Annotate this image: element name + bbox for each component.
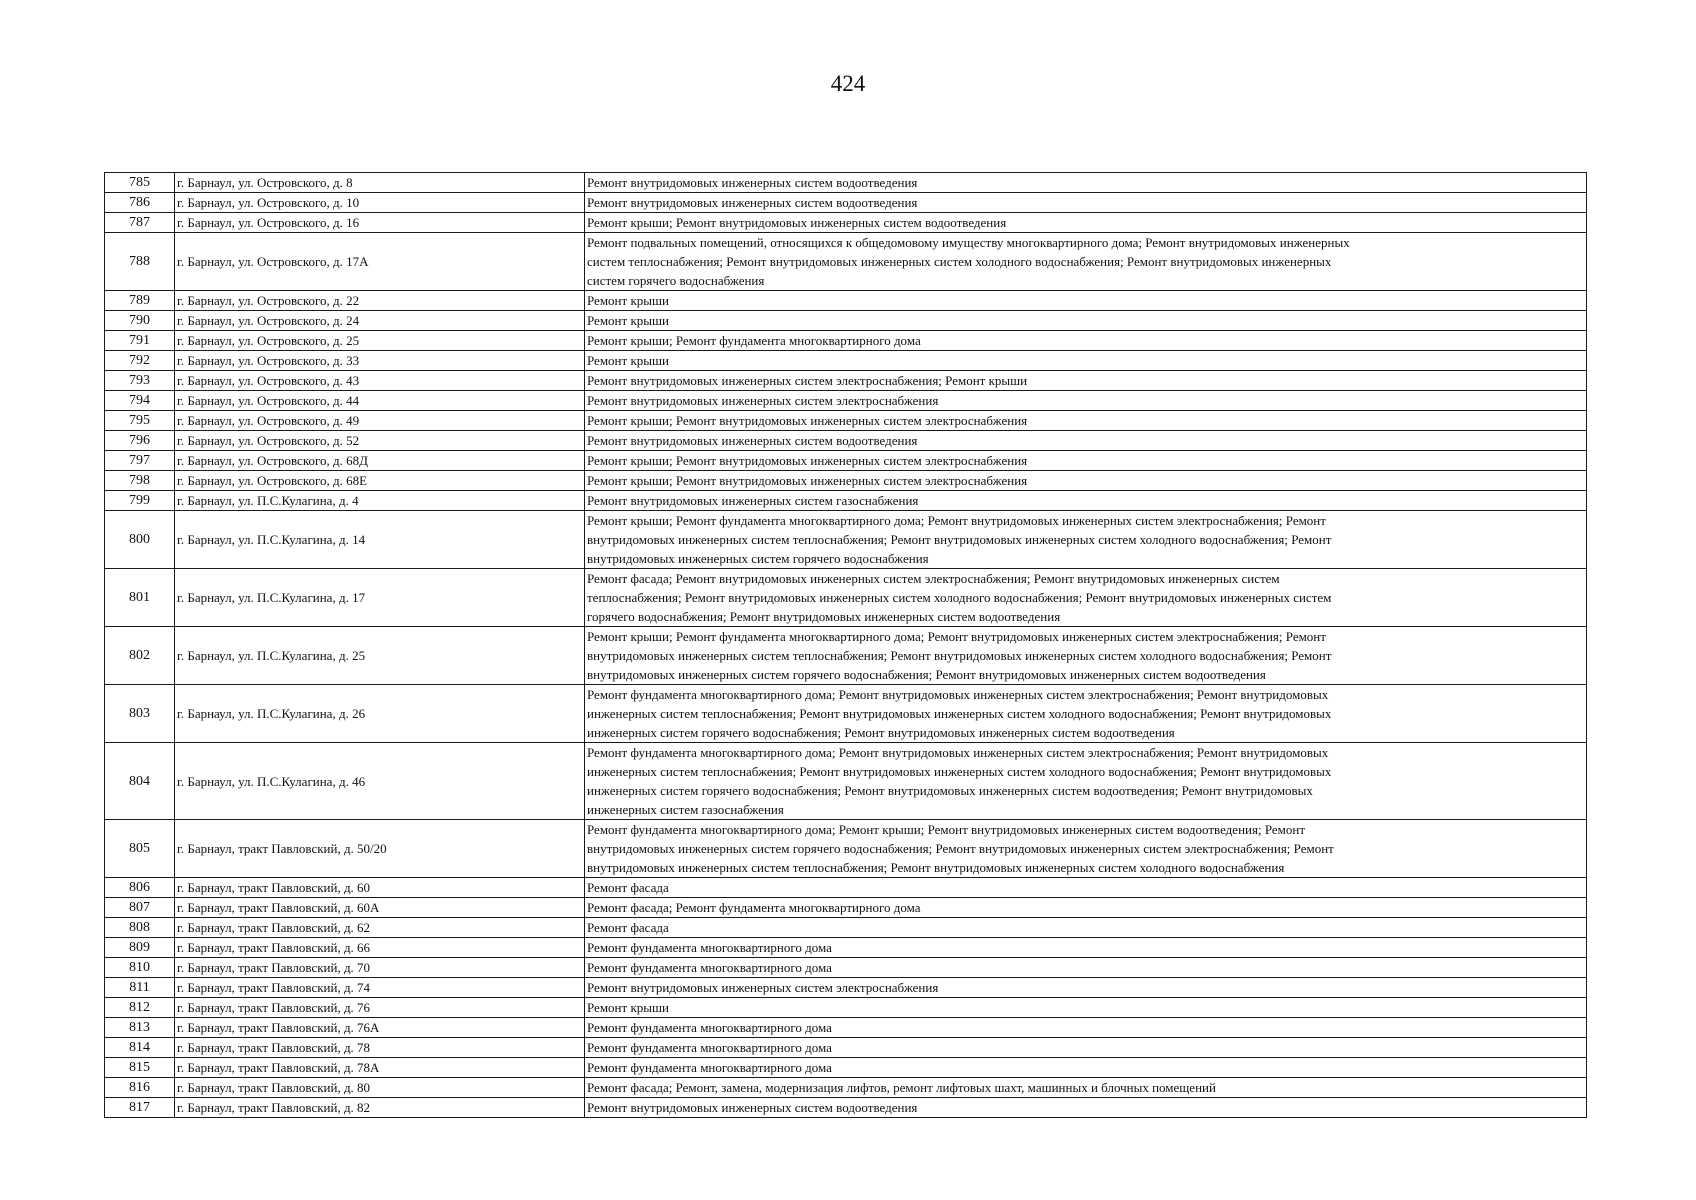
row-number-cell: 812 — [105, 998, 175, 1018]
work-description-line: горячего водоснабжения; Ремонт внутридомовых инженерных систем водоотведения — [587, 609, 1061, 624]
address-cell: г. Барнаул, тракт Павловский, д. 60А — [175, 898, 585, 918]
address-cell: г. Барнаул, ул. Островского, д. 22 — [175, 291, 585, 311]
table-row — [105, 471, 1587, 491]
work-description-line: Ремонт внутридомовых инженерных систем электроснабжения — [587, 980, 939, 995]
work-description-line: Ремонт крыши; Ремонт фундамента многоквартирного дома; Ремонт внутридомовых инженерных систем электроснабжения; Ремонт — [587, 513, 1326, 528]
work-description-cell — [585, 173, 1587, 193]
row-number-cell: 785 — [105, 173, 175, 193]
work-description-line: инженерных систем теплоснабжения; Ремонт внутридомовых инженерных систем холодного водоснабжения; Ремонт внутридомовых — [587, 764, 1332, 779]
table-row — [105, 1038, 1587, 1058]
work-description-line: Ремонт крыши; Ремонт внутридомовых инженерных систем водоотведения — [587, 215, 1007, 230]
work-description-cell — [585, 491, 1587, 511]
row-number-cell: 815 — [105, 1058, 175, 1078]
work-description-line: Ремонт внутридомовых инженерных систем водоотведения — [587, 175, 918, 190]
address-cell: г. Барнаул, ул. Островского, д. 68Е — [175, 471, 585, 491]
table-row — [105, 411, 1587, 431]
table-row — [105, 878, 1587, 898]
address-cell: г. Барнаул, ул. Островского, д. 49 — [175, 411, 585, 431]
table-row — [105, 685, 1587, 743]
work-description-cell — [585, 351, 1587, 371]
row-number-cell: 795 — [105, 411, 175, 431]
row-number-cell: 789 — [105, 291, 175, 311]
address-cell: г. Барнаул, тракт Павловский, д. 76А — [175, 1018, 585, 1038]
address-cell: г. Барнаул, ул. Островского, д. 17А — [175, 233, 585, 291]
work-description-line: инженерных систем горячего водоснабжения; Ремонт внутридомовых инженерных систем водоотведения — [587, 725, 1175, 740]
table-row — [105, 331, 1587, 351]
work-description-line: внутридомовых инженерных систем горячего водоснабжения; Ремонт внутридомовых инженерных систем электроснабжения; Ремонт — [587, 841, 1334, 856]
row-number-cell: 802 — [105, 627, 175, 685]
address-cell: г. Барнаул, тракт Павловский, д. 80 — [175, 1078, 585, 1098]
row-number-cell: 813 — [105, 1018, 175, 1038]
table-row — [105, 743, 1587, 820]
work-description-line: внутридомовых инженерных систем теплоснабжения; Ремонт внутридомовых инженерных систем холодного водоснабжения — [587, 860, 1285, 875]
work-description-cell — [585, 291, 1587, 311]
row-number-cell: 798 — [105, 471, 175, 491]
work-description-line: Ремонт крыши; Ремонт фундамента многоквартирного дома — [587, 333, 921, 348]
address-cell: г. Барнаул, тракт Павловский, д. 66 — [175, 938, 585, 958]
address-cell: г. Барнаул, ул. Островского, д. 25 — [175, 331, 585, 351]
table-row — [105, 371, 1587, 391]
work-description-line: Ремонт фасада — [587, 880, 669, 895]
work-description-line: Ремонт внутридомовых инженерных систем газоснабжения — [587, 493, 919, 508]
work-description-line: Ремонт фасада; Ремонт, замена, модернизация лифтов, ремонт лифтовых шахт, машинных и блочных помещений — [587, 1080, 1216, 1095]
work-description-cell — [585, 1098, 1587, 1118]
work-description-line: Ремонт внутридомовых инженерных систем водоотведения — [587, 433, 918, 448]
work-description-line: Ремонт фасада; Ремонт внутридомовых инженерных систем электроснабжения; Ремонт внутридомовых инженерных систем — [587, 571, 1280, 586]
work-description-cell — [585, 978, 1587, 998]
work-description-cell — [585, 1018, 1587, 1038]
row-number-cell: 791 — [105, 331, 175, 351]
address-cell: г. Барнаул, ул. П.С.Кулагина, д. 46 — [175, 743, 585, 820]
work-description-line: Ремонт внутридомовых инженерных систем водоотведения — [587, 1100, 918, 1115]
work-description-line: Ремонт фундамента многоквартирного дома — [587, 1060, 832, 1075]
table-row — [105, 291, 1587, 311]
address-cell: г. Барнаул, ул. Островского, д. 44 — [175, 391, 585, 411]
address-cell: г. Барнаул, тракт Павловский, д. 70 — [175, 958, 585, 978]
work-description-cell — [585, 451, 1587, 471]
work-description-cell — [585, 511, 1587, 569]
table-row — [105, 431, 1587, 451]
work-description-line: Ремонт внутридомовых инженерных систем электроснабжения — [587, 393, 939, 408]
table-row — [105, 1018, 1587, 1038]
row-number-cell: 816 — [105, 1078, 175, 1098]
row-number-cell: 803 — [105, 685, 175, 743]
table-row — [105, 491, 1587, 511]
address-cell: г. Барнаул, тракт Павловский, д. 78А — [175, 1058, 585, 1078]
work-description-cell — [585, 938, 1587, 958]
work-description-cell — [585, 569, 1587, 627]
table-row — [105, 351, 1587, 371]
work-description-line: Ремонт фундамента многоквартирного дома; Ремонт внутридомовых инженерных систем электроснабжения; Ремонт внутридомовых — [587, 745, 1329, 760]
work-description-cell — [585, 1078, 1587, 1098]
work-description-line: теплоснабжения; Ремонт внутридомовых инженерных систем холодного водоснабжения; Ремонт внутридомовых инженерных систем — [587, 590, 1332, 605]
table-row — [105, 311, 1587, 331]
row-number-cell: 807 — [105, 898, 175, 918]
row-number-cell: 809 — [105, 938, 175, 958]
work-description-line: систем теплоснабжения; Ремонт внутридомовых инженерных систем холодного водоснабжения; Ремонт внутридомовых инженерных — [587, 254, 1332, 269]
work-description-line: Ремонт крыши — [587, 353, 669, 368]
table-row — [105, 511, 1587, 569]
row-number-cell: 788 — [105, 233, 175, 291]
work-description-line: Ремонт фундамента многоквартирного дома — [587, 940, 832, 955]
work-description-line: Ремонт крыши; Ремонт внутридомовых инженерных систем электроснабжения — [587, 473, 1028, 488]
address-cell: г. Барнаул, ул. Островского, д. 52 — [175, 431, 585, 451]
work-description-line: Ремонт крыши — [587, 313, 669, 328]
work-description-line: Ремонт фундамента многоквартирного дома — [587, 1040, 832, 1055]
work-description-line: Ремонт фундамента многоквартирного дома; Ремонт крыши; Ремонт внутридомовых инженерных систем водоотведения; Ремонт — [587, 822, 1306, 837]
work-description-cell — [585, 213, 1587, 233]
table-row — [105, 391, 1587, 411]
table-row — [105, 1058, 1587, 1078]
work-description-line: Ремонт крыши; Ремонт внутридомовых инженерных систем электроснабжения — [587, 453, 1028, 468]
row-number-cell: 801 — [105, 569, 175, 627]
address-cell: г. Барнаул, тракт Павловский, д. 50/20 — [175, 820, 585, 878]
address-cell: г. Барнаул, ул. Островского, д. 8 — [175, 173, 585, 193]
work-description-cell — [585, 331, 1587, 351]
address-cell: г. Барнаул, тракт Павловский, д. 74 — [175, 978, 585, 998]
work-description-cell — [585, 958, 1587, 978]
table-row — [105, 213, 1587, 233]
work-description-cell — [585, 918, 1587, 938]
work-description-line: Ремонт крыши — [587, 293, 669, 308]
work-description-cell — [585, 998, 1587, 1018]
work-description-cell — [585, 371, 1587, 391]
table-row — [105, 898, 1587, 918]
works-table-body — [105, 173, 1587, 1118]
work-description-line: инженерных систем теплоснабжения; Ремонт внутридомовых инженерных систем холодного водоснабжения; Ремонт внутридомовых — [587, 706, 1332, 721]
table-row — [105, 820, 1587, 878]
address-cell: г. Барнаул, ул. Островского, д. 68Д — [175, 451, 585, 471]
work-description-line: систем горячего водоснабжения — [587, 273, 765, 288]
work-description-cell — [585, 627, 1587, 685]
table-row — [105, 569, 1587, 627]
row-number-cell: 811 — [105, 978, 175, 998]
row-number-cell: 786 — [105, 193, 175, 213]
work-description-line: Ремонт фасада — [587, 920, 669, 935]
table-row — [105, 938, 1587, 958]
address-cell: г. Барнаул, тракт Павловский, д. 78 — [175, 1038, 585, 1058]
address-cell: г. Барнаул, ул. П.С.Кулагина, д. 4 — [175, 491, 585, 511]
work-description-cell — [585, 471, 1587, 491]
work-description-cell — [585, 391, 1587, 411]
work-description-line: Ремонт крыши; Ремонт фундамента многоквартирного дома; Ремонт внутридомовых инженерных систем электроснабжения; Ремонт — [587, 629, 1326, 644]
row-number-cell: 787 — [105, 213, 175, 233]
row-number-cell: 810 — [105, 958, 175, 978]
row-number-cell: 808 — [105, 918, 175, 938]
work-description-line: Ремонт фундамента многоквартирного дома; Ремонт внутридомовых инженерных систем электроснабжения; Ремонт внутридомовых — [587, 687, 1329, 702]
work-description-cell — [585, 311, 1587, 331]
table-row — [105, 451, 1587, 471]
table-row — [105, 958, 1587, 978]
work-description-cell — [585, 411, 1587, 431]
address-cell: г. Барнаул, ул. Островского, д. 33 — [175, 351, 585, 371]
row-number-cell: 814 — [105, 1038, 175, 1058]
work-description-line: внутридомовых инженерных систем горячего водоснабжения — [587, 551, 929, 566]
work-description-line: внутридомовых инженерных систем теплоснабжения; Ремонт внутридомовых инженерных систем холодного водоснабжения; Ремонт — [587, 532, 1332, 547]
work-description-line: внутридомовых инженерных систем теплоснабжения; Ремонт внутридомовых инженерных систем холодного водоснабжения; Ремонт — [587, 648, 1332, 663]
work-description-line: инженерных систем газоснабжения — [587, 802, 784, 817]
table-row — [105, 193, 1587, 213]
row-number-cell: 805 — [105, 820, 175, 878]
address-cell: г. Барнаул, тракт Павловский, д. 82 — [175, 1098, 585, 1118]
address-cell: г. Барнаул, тракт Павловский, д. 76 — [175, 998, 585, 1018]
work-description-cell — [585, 431, 1587, 451]
work-description-cell — [585, 1058, 1587, 1078]
work-description-line: инженерных систем горячего водоснабжения; Ремонт внутридомовых инженерных систем водоотведения; Ремонт внутридомовых — [587, 783, 1313, 798]
row-number-cell: 806 — [105, 878, 175, 898]
work-description-cell — [585, 898, 1587, 918]
table-row — [105, 173, 1587, 193]
address-cell: г. Барнаул, тракт Павловский, д. 60 — [175, 878, 585, 898]
address-cell: г. Барнаул, ул. П.С.Кулагина, д. 17 — [175, 569, 585, 627]
work-description-cell — [585, 233, 1587, 291]
address-cell: г. Барнаул, ул. П.С.Кулагина, д. 25 — [175, 627, 585, 685]
table-row — [105, 627, 1587, 685]
row-number-cell: 796 — [105, 431, 175, 451]
work-description-cell — [585, 193, 1587, 213]
row-number-cell: 790 — [105, 311, 175, 331]
row-number-cell: 792 — [105, 351, 175, 371]
address-cell: г. Барнаул, ул. Островского, д. 24 — [175, 311, 585, 331]
work-description-cell — [585, 1038, 1587, 1058]
table-row — [105, 233, 1587, 291]
table-row — [105, 998, 1587, 1018]
address-cell: г. Барнаул, тракт Павловский, д. 62 — [175, 918, 585, 938]
row-number-cell: 799 — [105, 491, 175, 511]
address-cell: г. Барнаул, ул. Островского, д. 10 — [175, 193, 585, 213]
table-row — [105, 1078, 1587, 1098]
row-number-cell: 817 — [105, 1098, 175, 1118]
work-description-line: Ремонт подвальных помещений, относящихся к общедомовому имуществу многоквартирного дома; Ремонт внутридомовых инженерных — [587, 235, 1350, 250]
work-description-line: Ремонт фундамента многоквартирного дома — [587, 960, 832, 975]
work-description-line: Ремонт крыши — [587, 1000, 669, 1015]
page-number: 424 — [830, 71, 866, 96]
table-row — [105, 978, 1587, 998]
work-description-line: внутридомовых инженерных систем горячего водоснабжения; Ремонт внутридомовых инженерных систем водоотведения — [587, 667, 1266, 682]
work-description-line: Ремонт фундамента многоквартирного дома — [587, 1020, 832, 1035]
work-description-line: Ремонт внутридомовых инженерных систем водоотведения — [587, 195, 918, 210]
address-cell: г. Барнаул, ул. П.С.Кулагина, д. 14 — [175, 511, 585, 569]
row-number-cell: 793 — [105, 371, 175, 391]
row-number-cell: 804 — [105, 743, 175, 820]
work-description-line: Ремонт внутридомовых инженерных систем электроснабжения; Ремонт крыши — [587, 373, 1028, 388]
work-description-cell — [585, 820, 1587, 878]
table-row — [105, 1098, 1587, 1118]
row-number-cell: 797 — [105, 451, 175, 471]
work-description-cell — [585, 878, 1587, 898]
address-cell: г. Барнаул, ул. Островского, д. 43 — [175, 371, 585, 391]
row-number-cell: 794 — [105, 391, 175, 411]
work-description-cell — [585, 743, 1587, 820]
work-description-line: Ремонт крыши; Ремонт внутридомовых инженерных систем электроснабжения — [587, 413, 1028, 428]
address-cell: г. Барнаул, ул. П.С.Кулагина, д. 26 — [175, 685, 585, 743]
row-number-cell: 800 — [105, 511, 175, 569]
works-table — [104, 172, 1587, 1118]
work-description-line: Ремонт фасада; Ремонт фундамента многоквартирного дома — [587, 900, 921, 915]
table-row — [105, 918, 1587, 938]
work-description-cell — [585, 685, 1587, 743]
address-cell: г. Барнаул, ул. Островского, д. 16 — [175, 213, 585, 233]
